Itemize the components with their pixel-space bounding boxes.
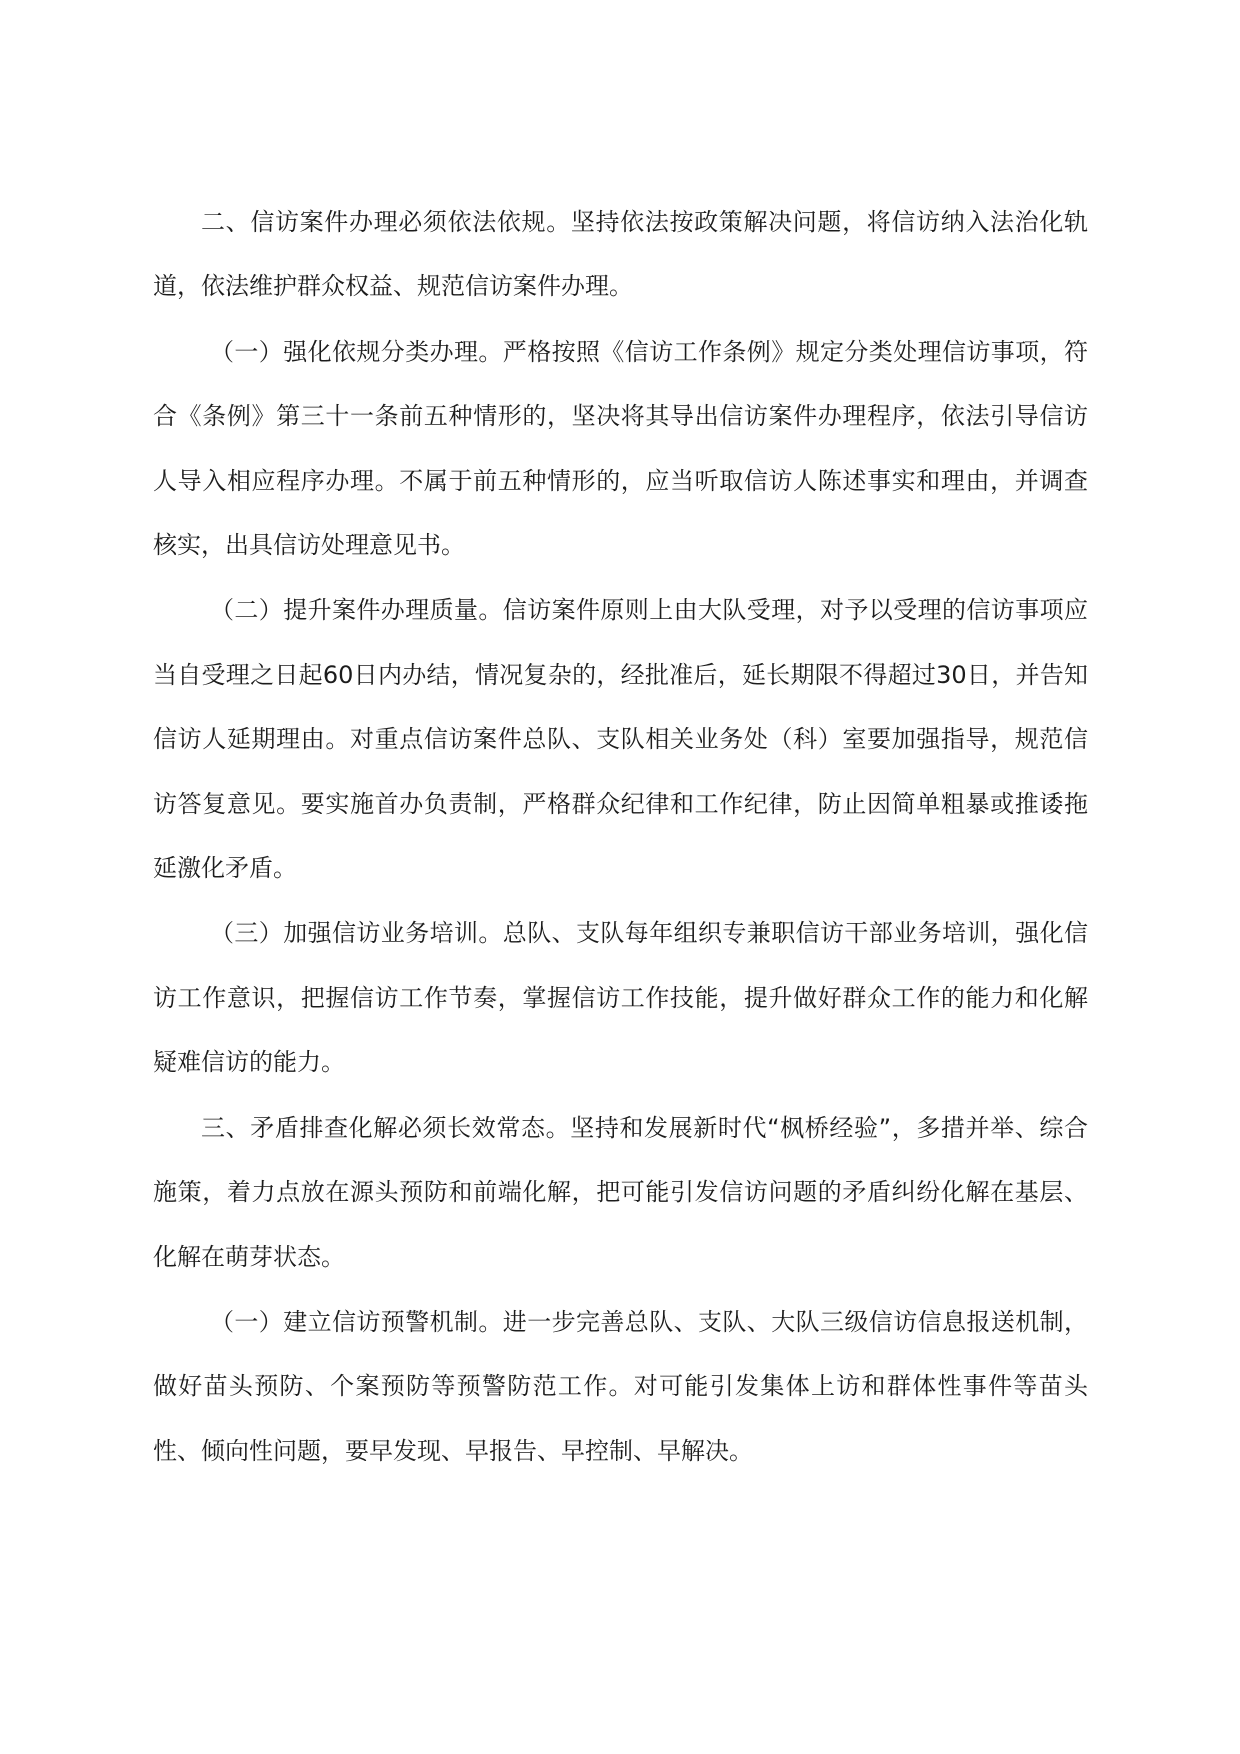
subsection-paragraph: （一）强化依规分类办理。严格按照《信访工作条例》规定分类处理信访事项，符合《条例》第三十一条前五种情形的，坚决将其导出信访案件办理程序，依法引导信访人导入相应程序办理。不属于前五种情形的，应当听取信访人陈述事实和理由，并调查核实，出具信访处理意见书。	[153, 337, 1088, 560]
subsection-paragraph: （一）建立信访预警机制。进一步完善总队、支队、大队三级信访信息报送机制，做好苗头预防、个案预防等预警防范工作。对可能引发集体上访和群体性事件等苗头性、倾向性问题，要早发现、早报告、早控制、早解决。	[153, 1307, 1088, 1465]
subsection-paragraph: （二）提升案件办理质量。信访案件原则上由大队受理，对予以受理的信访事项应当自受理之日起60日内办结，情况复杂的，经批准后，延长期限不得超过30日，并告知信访人延期理由。对重点信访案件总队、支队相关业务处（科）室要加强指导，规范信访答复意见。要实施首办负责制，严格群众纪律和工作纪律，防止因简单粗暴或推诿拖延激化矛盾。	[153, 596, 1088, 883]
document-body	[153, 190, 1088, 1484]
subsection-paragraph: （三）加强信访业务培训。总队、支队每年组织专兼职信访干部业务培训，强化信访工作意识，把握信访工作节奏，掌握信访工作技能，提升做好群众工作的能力和化解疑难信访的能力。	[153, 919, 1088, 1077]
section-heading-paragraph: 二、信访案件办理必须依法依规。坚持依法按政策解决问题，将信访纳入法治化轨道，依法维护群众权益、规范信访案件办理。	[153, 208, 1088, 301]
section-heading-paragraph: 三、矛盾排查化解必须长效常态。坚持和发展新时代“枫桥经验”，多措并举、综合施策，着力点放在源头预防和前端化解，把可能引发信访问题的矛盾纠纷化解在基层、化解在萌芽状态。	[153, 1113, 1088, 1271]
